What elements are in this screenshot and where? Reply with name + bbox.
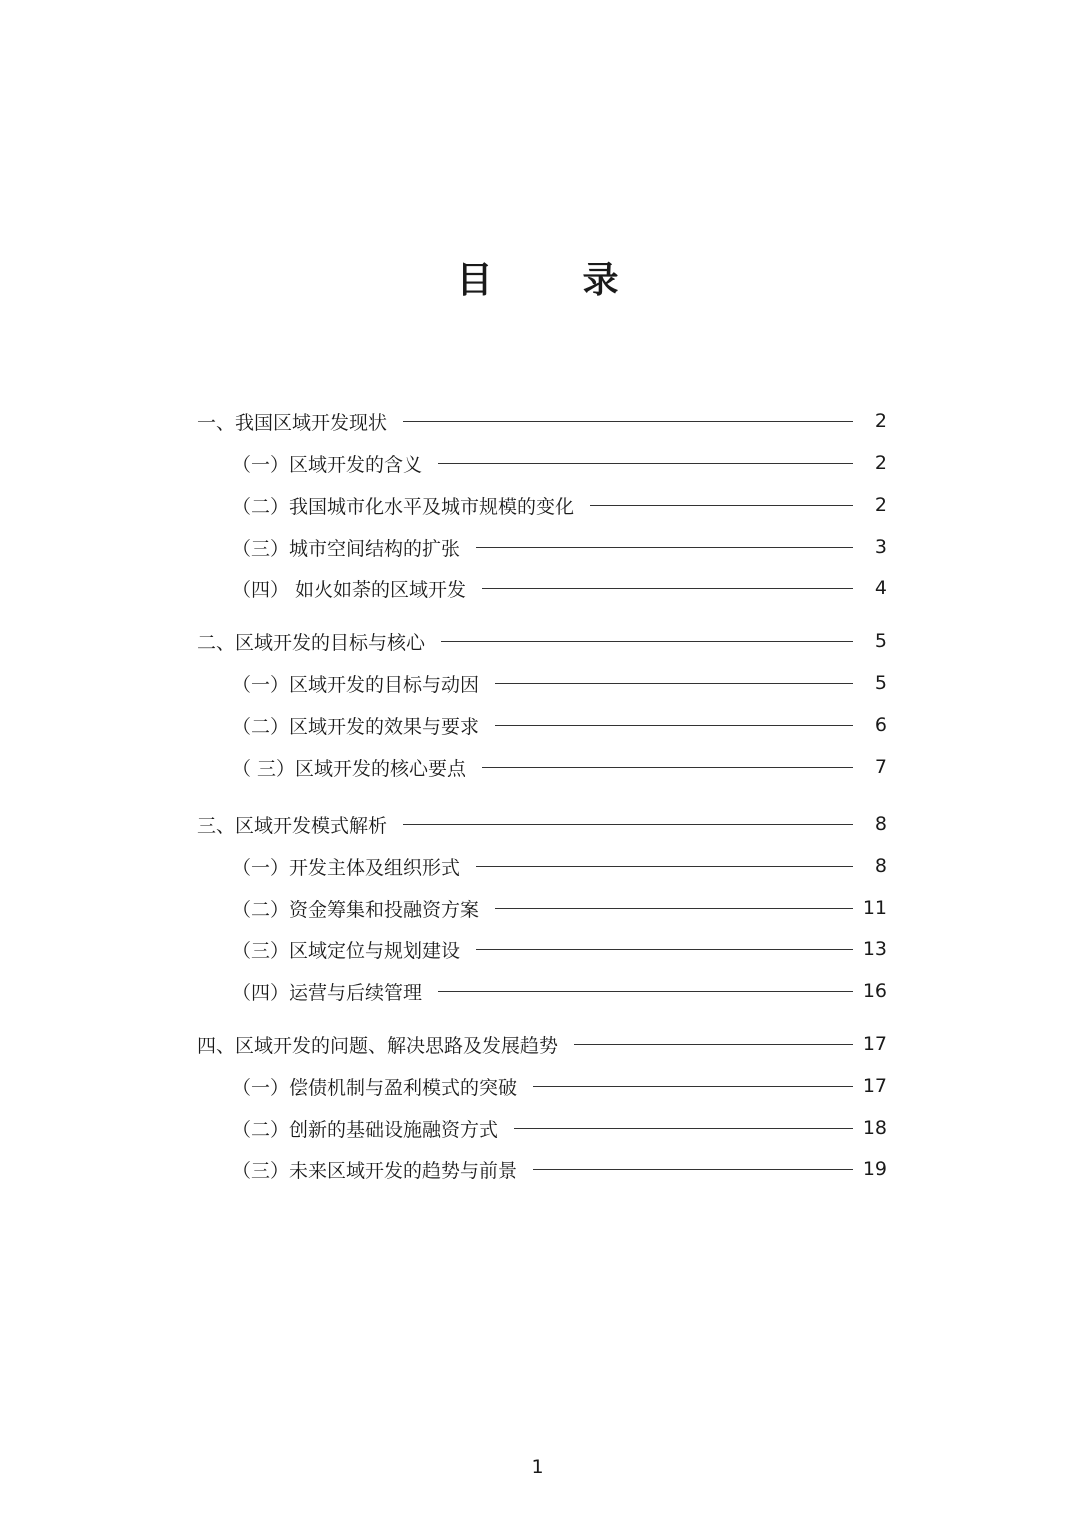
- toc-page-number: 3: [874, 536, 887, 558]
- toc-subsection[interactable]: [232, 893, 887, 923]
- toc-subsection[interactable]: [232, 668, 887, 698]
- toc-page-number: 17: [862, 1033, 887, 1055]
- toc-subsection-label: （四） 如火如荼的区域开发: [232, 578, 467, 601]
- toc-page-number: 11: [862, 897, 887, 919]
- toc-subsection[interactable]: [232, 573, 887, 603]
- title-char-1: 目: [456, 260, 493, 301]
- toc-page-number: 8: [874, 855, 887, 877]
- dot-leader: [574, 1044, 853, 1045]
- toc-section-label: 四、区域开发的问题、解决思路及发展趋势: [197, 1034, 559, 1057]
- dot-leader: [533, 1086, 853, 1087]
- toc-subsection-label: （一）区域开发的含义: [232, 453, 423, 476]
- toc-section-label: 一、我国区域开发现状: [197, 411, 388, 434]
- toc-subsection[interactable]: [232, 1154, 887, 1184]
- page-number: 1: [531, 1456, 544, 1478]
- toc-section[interactable]: [197, 406, 887, 436]
- dot-leader: [495, 725, 853, 726]
- toc-subsection-label: （三）未来区域开发的趋势与前景: [232, 1159, 518, 1182]
- toc-page-number: 13: [862, 938, 887, 960]
- toc-subsection[interactable]: [232, 1113, 887, 1143]
- toc-page-number: 16: [862, 980, 887, 1002]
- title-char-2: 录: [582, 260, 619, 301]
- toc-section-label: 二、区域开发的目标与核心: [197, 631, 426, 654]
- toc-subsection-label: （四）运营与后续管理: [232, 981, 423, 1004]
- toc-page-number: 5: [874, 672, 887, 694]
- toc-subsection-label: （一）开发主体及组织形式: [232, 856, 461, 879]
- toc-subsection-label: （ 三）区域开发的核心要点: [232, 757, 467, 780]
- toc-page-number: 7: [874, 756, 887, 778]
- toc-subsection-label: （一）偿债机制与盈利模式的突破: [232, 1076, 518, 1099]
- toc-page-number: 18: [862, 1117, 887, 1139]
- toc-subsection-label: （二）创新的基础设施融资方式: [232, 1118, 499, 1141]
- toc-subsection-label: （二）区域开发的效果与要求: [232, 715, 480, 738]
- dot-leader: [438, 991, 853, 992]
- dot-leader: [438, 463, 853, 464]
- dot-leader: [441, 641, 853, 642]
- toc-subsection-label: （二）资金筹集和投融资方案: [232, 898, 480, 921]
- dot-leader: [476, 547, 853, 548]
- toc-page-number: 2: [874, 494, 887, 516]
- toc-subsection[interactable]: [232, 976, 887, 1006]
- toc-subsection-label: （二）我国城市化水平及城市规模的变化: [232, 495, 575, 518]
- toc-subsection[interactable]: [232, 1071, 887, 1101]
- toc-subsection[interactable]: [232, 448, 887, 478]
- toc-subsection[interactable]: [232, 532, 887, 562]
- toc-page-number: 17: [862, 1075, 887, 1097]
- toc-subsection-label: （一）区域开发的目标与动因: [232, 673, 480, 696]
- toc-page-number: 19: [862, 1158, 887, 1180]
- dot-leader: [482, 767, 853, 768]
- toc-page-number: 4: [874, 577, 887, 599]
- toc-subsection[interactable]: [232, 710, 887, 740]
- dot-leader: [495, 683, 853, 684]
- dot-leader: [403, 421, 853, 422]
- dot-leader: [476, 866, 853, 867]
- toc-section[interactable]: [197, 626, 887, 656]
- toc-section[interactable]: [197, 1029, 887, 1059]
- dot-leader: [590, 505, 853, 506]
- toc-section-label: 三、区域开发模式解析: [197, 814, 388, 837]
- toc-subsection[interactable]: [232, 851, 887, 881]
- toc-page-number: 5: [874, 630, 887, 652]
- toc-subsection[interactable]: [232, 490, 887, 520]
- toc-page-number: 2: [874, 452, 887, 474]
- dot-leader: [403, 824, 853, 825]
- toc-page-number: 6: [874, 714, 887, 736]
- toc-subsection-label: （三）区域定位与规划建设: [232, 939, 461, 962]
- toc-subsection-label: （三）城市空间结构的扩张: [232, 537, 461, 560]
- dot-leader: [514, 1128, 853, 1129]
- toc-page-number: 2: [874, 410, 887, 432]
- dot-leader: [482, 588, 853, 589]
- toc-subsection[interactable]: [232, 752, 887, 782]
- dot-leader: [533, 1169, 853, 1170]
- dot-leader: [495, 908, 853, 909]
- toc-section[interactable]: [197, 809, 887, 839]
- page-title: [0, 252, 1075, 303]
- toc-subsection[interactable]: [232, 934, 887, 964]
- toc-page-number: 8: [874, 813, 887, 835]
- dot-leader: [476, 949, 853, 950]
